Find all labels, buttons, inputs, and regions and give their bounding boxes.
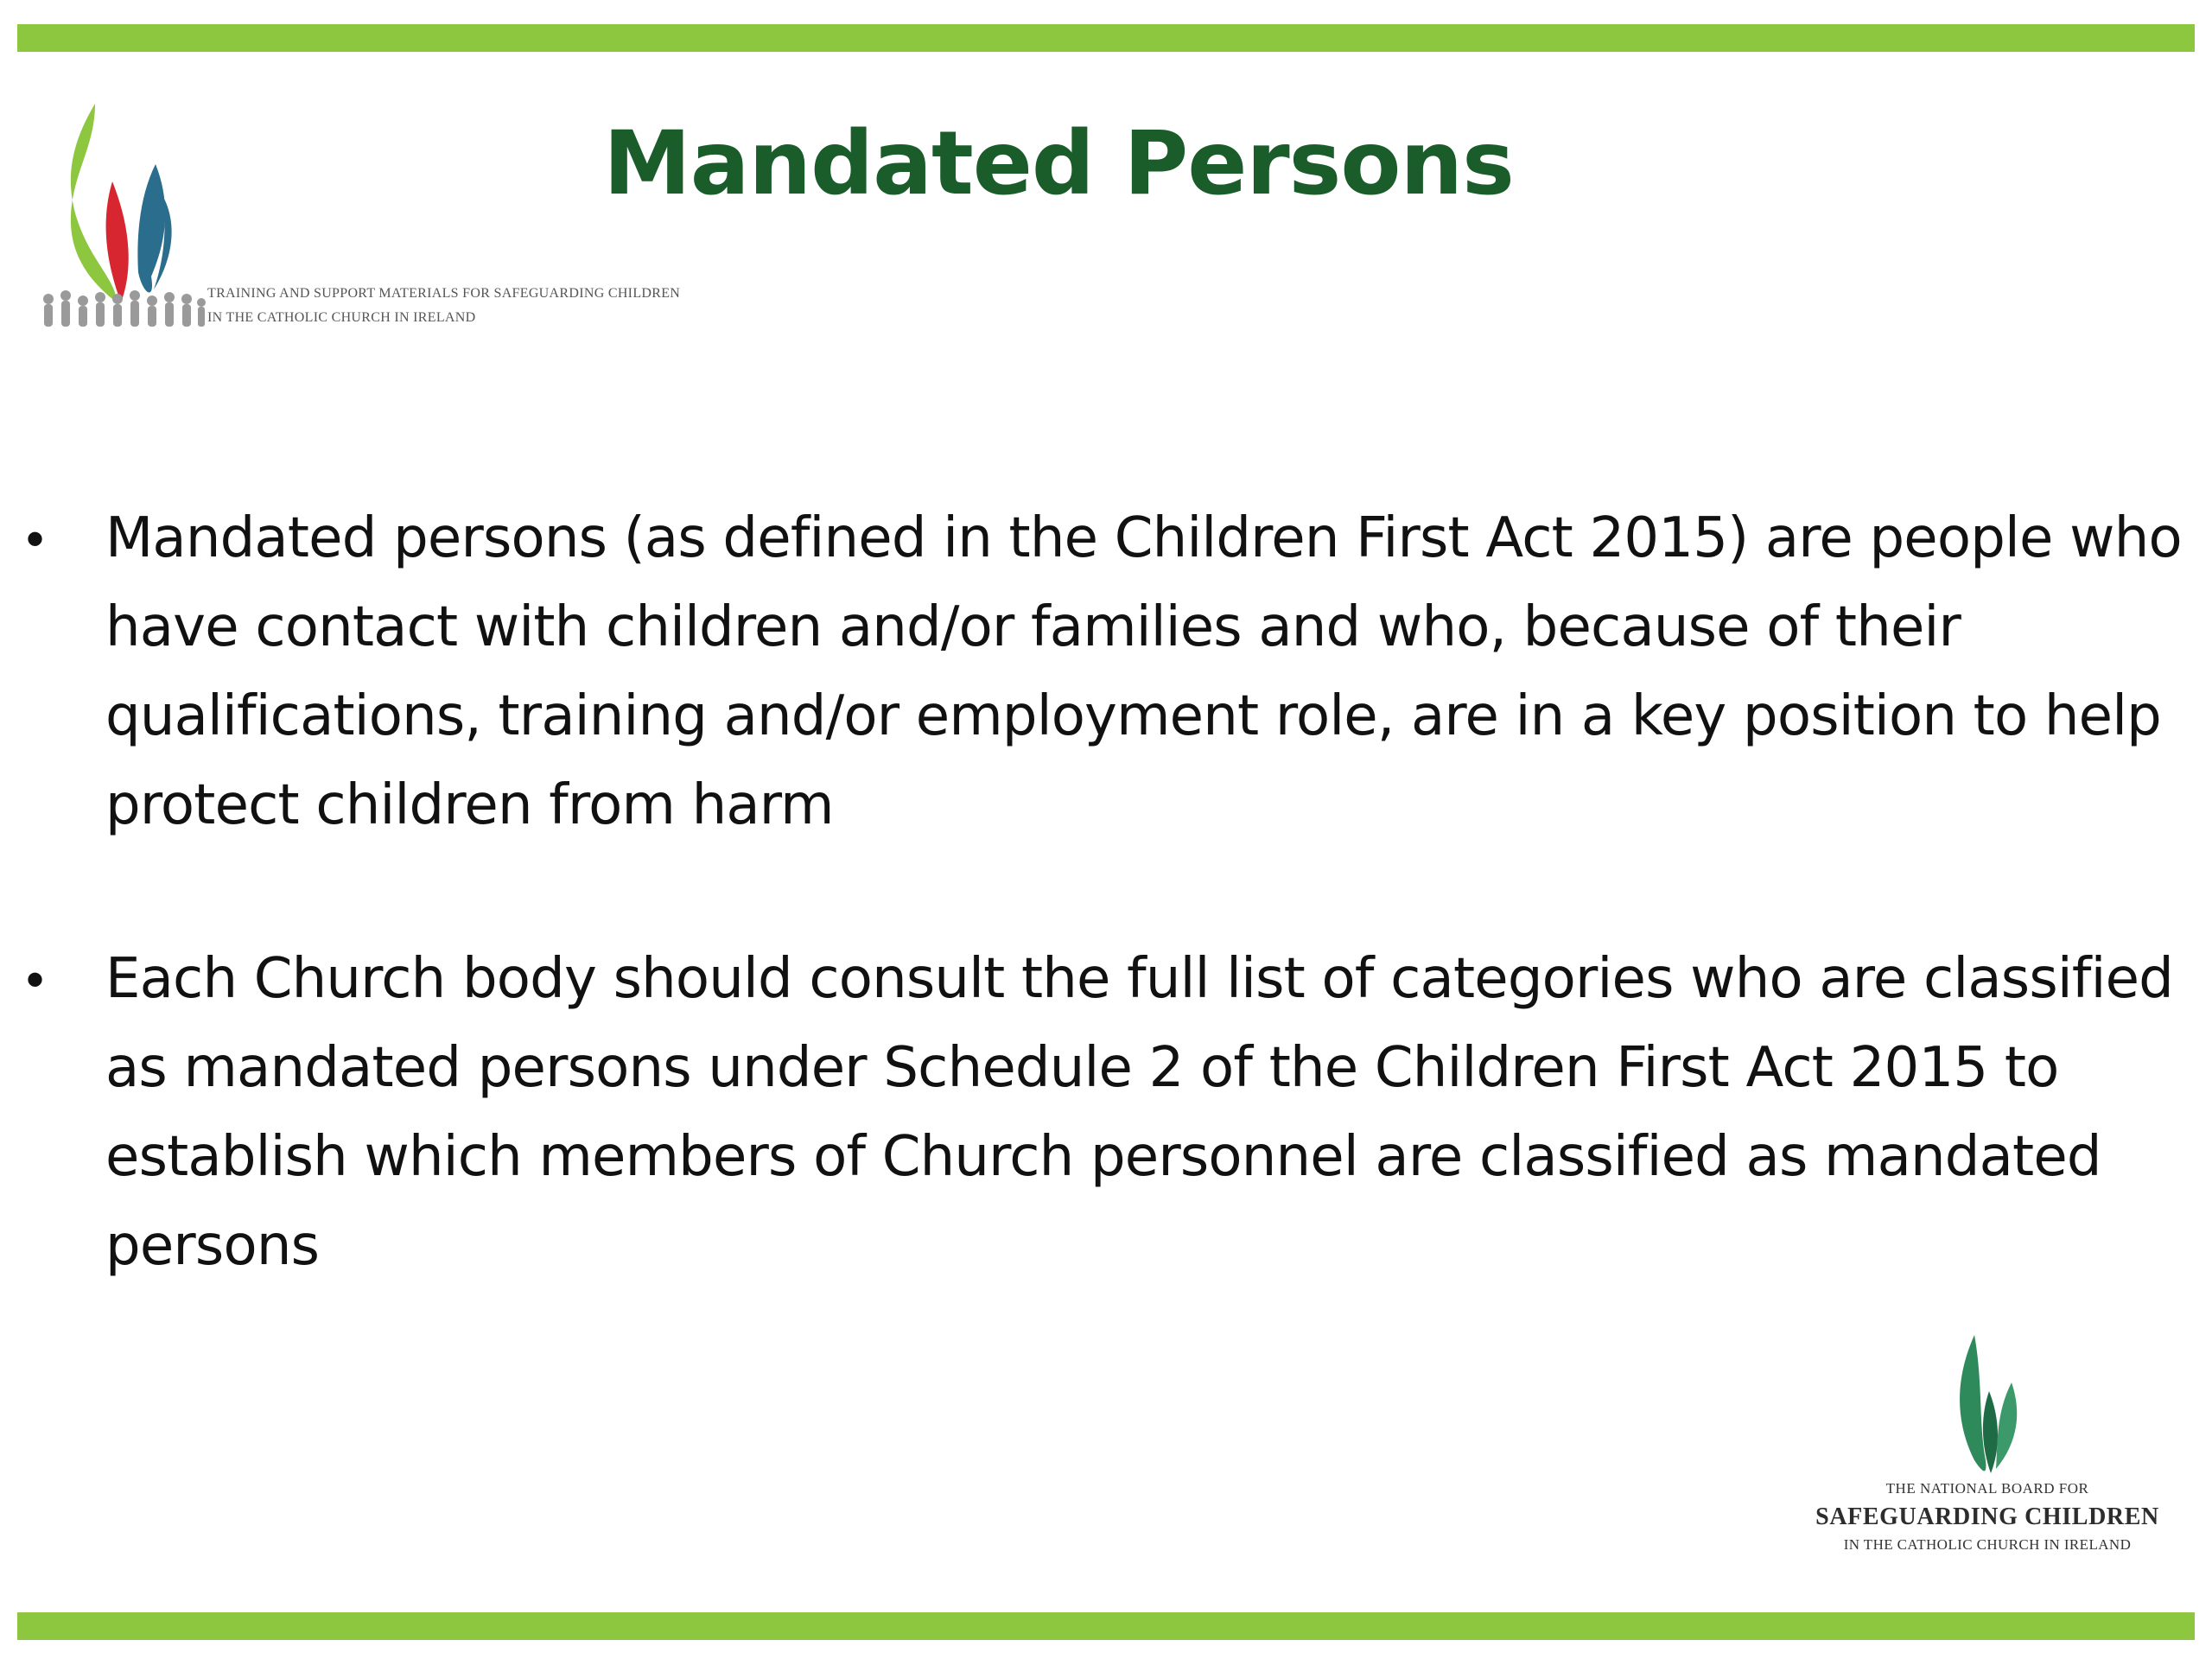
bullet-list	[26, 494, 2186, 1376]
bullet-text-2: Each Church body should consult the full list of categories who are classified as mandated persons under Schedule 2 of the Children First Act 2015 to establish which members of Church personnel are classified as mandated persons	[105, 947, 2173, 1278]
footer-logo-line-3: IN THE CATHOLIC CHURCH IN IRELAND	[1843, 1536, 2132, 1553]
header-logo-line-1: TRAINING AND SUPPORT MATERIALS FOR SAFEGUARDING CHILDREN	[207, 286, 681, 301]
slide-title: Mandated Persons	[603, 112, 1514, 215]
bullet-item	[26, 935, 2186, 1291]
bullet-dot-icon: •	[26, 950, 45, 1008]
national-board-flame-icon	[1936, 1331, 2039, 1478]
footer-logo-caption	[1763, 1478, 2212, 1555]
top-accent-bar	[17, 24, 2195, 52]
bullet-item	[26, 494, 2186, 850]
bottom-accent-bar	[17, 1612, 2195, 1640]
header-logo-caption	[207, 282, 680, 330]
header-logo-line-2: IN THE CATHOLIC CHURCH IN IRELAND	[207, 310, 476, 325]
bullet-dot-icon: •	[26, 510, 45, 568]
footer-logo-line-1: THE NATIONAL BOARD FOR	[1885, 1480, 2089, 1497]
bullet-text-1: Mandated persons (as defined in the Children First Act 2015) are people who have contact with children and/or families and who, because of their qualifications, training and/or employment role, are in a key position to help protect children from harm	[105, 506, 2182, 837]
footer-logo-line-2: SAFEGUARDING CHILDREN	[1815, 1503, 2159, 1530]
